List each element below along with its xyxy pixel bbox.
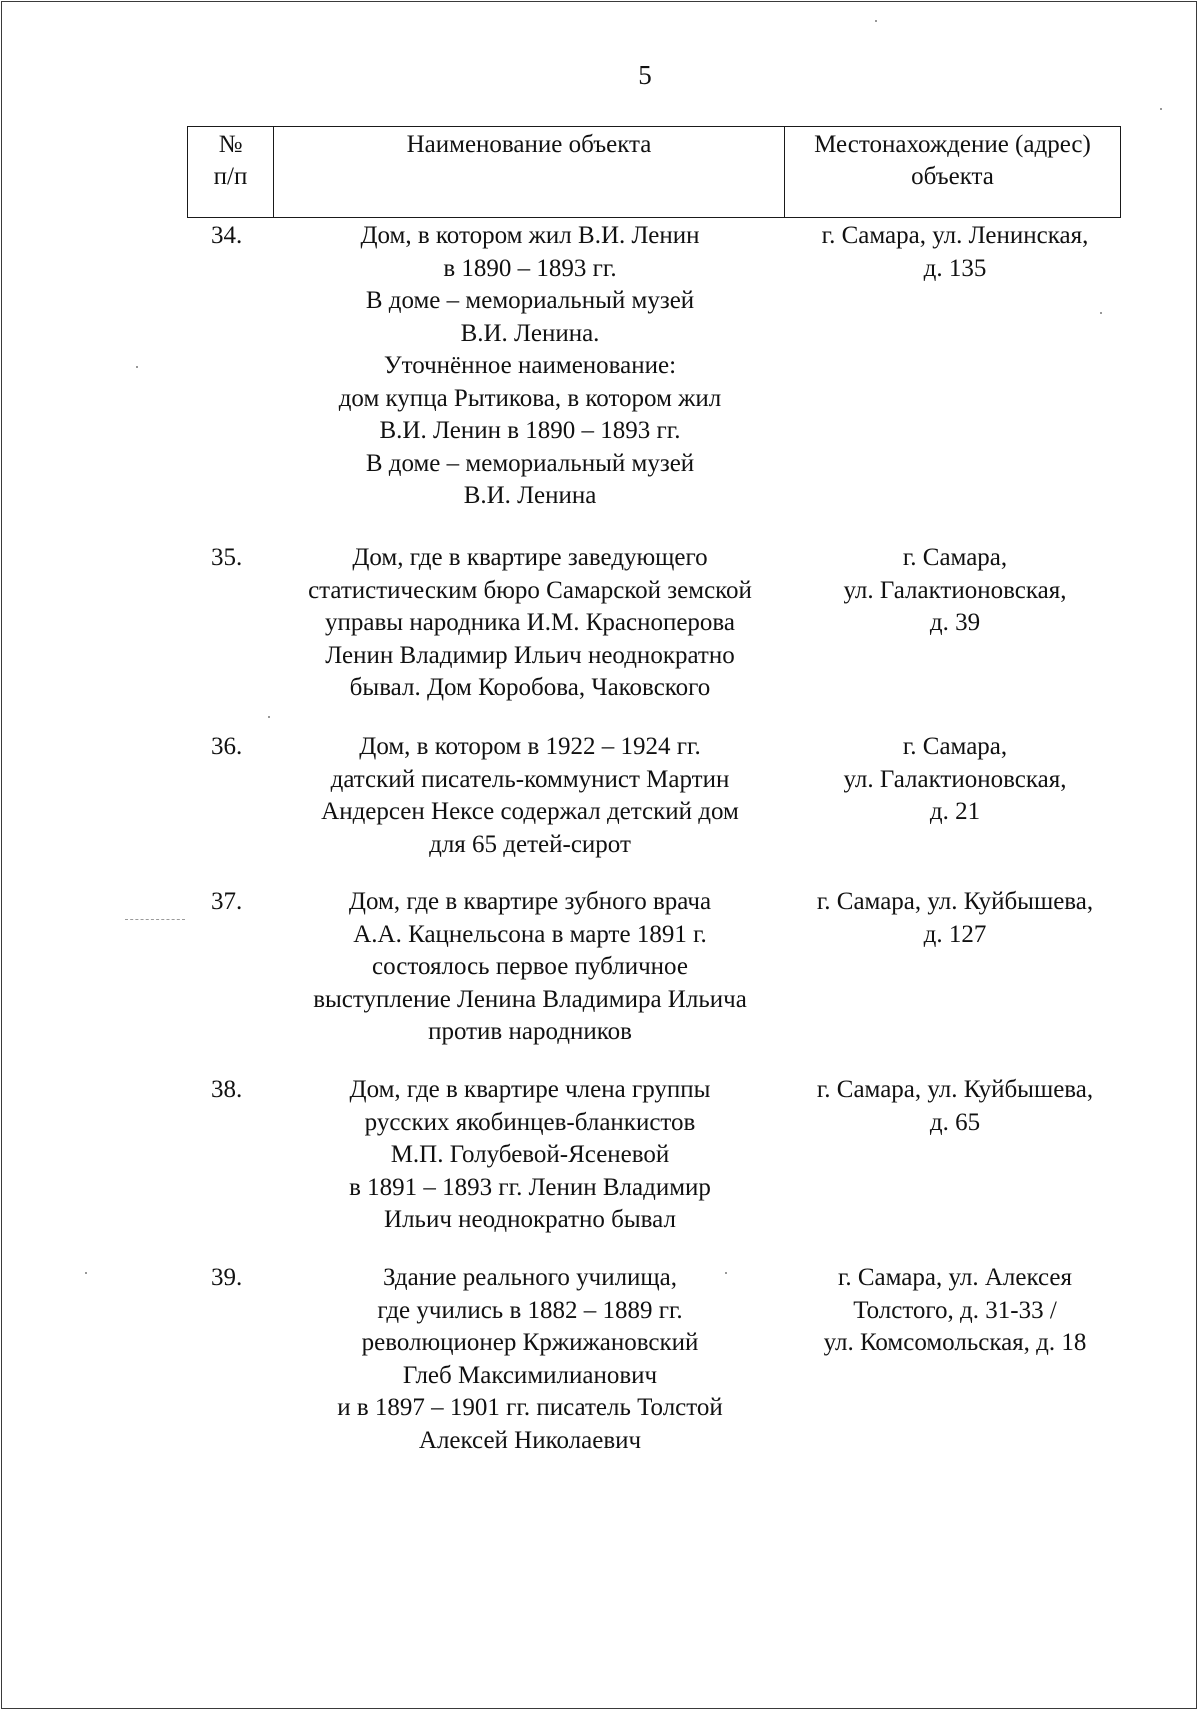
object-address-line: д. 65 xyxy=(929,1108,981,1136)
object-name xyxy=(270,1074,790,1237)
scan-speck xyxy=(1160,108,1162,110)
object-address-line: ул. Комсомольская, д. 18 xyxy=(823,1329,1087,1356)
object-name-line: Ленин Владимир Ильич неоднократно xyxy=(325,641,735,669)
header-name-column xyxy=(274,127,785,217)
object-name-line: статистическим бюро Самарской земской xyxy=(308,576,752,604)
object-address-line: г. Самара, xyxy=(902,733,1008,760)
object-name-line: русских якобинцев-бланкистов xyxy=(364,1108,696,1136)
object-address-line: г. Самара, ул. Куйбышева, xyxy=(816,1076,1094,1103)
object-name-line: управы народника И.М. Красноперова xyxy=(325,609,735,636)
object-address-line: г. Самара, ул. Ленинская, xyxy=(821,222,1089,249)
object-name-line: бывал. Дом Коробова, Чаковского xyxy=(349,674,711,701)
object-address-line: д. 21 xyxy=(929,798,981,825)
row-number: 36. xyxy=(211,733,243,760)
scan-speck xyxy=(725,1272,727,1274)
object-name-line: В.И. Ленин в 1890 – 1893 гг. xyxy=(379,417,681,444)
object-address xyxy=(785,220,1125,285)
row-number: 35. xyxy=(211,544,243,571)
object-name-line: для 65 детей-сирот xyxy=(429,830,631,858)
scan-speck xyxy=(1100,312,1102,314)
object-name-line: В.И. Ленина. xyxy=(460,319,600,347)
object-name-line: В доме – мемориальный музей xyxy=(365,449,695,477)
object-name-line: Ильич неоднократно бывал xyxy=(384,1206,676,1233)
header-name-label: Наименование объекта xyxy=(406,131,652,158)
header-number-abbrev: п/п xyxy=(213,163,248,190)
header-address-column xyxy=(785,127,1120,217)
object-name-line: А.А. Кацнельсона в марте 1891 г. xyxy=(353,920,707,948)
object-name-line: Дом, в котором в 1922 – 1924 гг. xyxy=(359,733,701,760)
scan-artifact-dashes xyxy=(125,919,185,920)
object-address-line: д. 127 xyxy=(923,920,987,948)
row-number: 39. xyxy=(211,1264,243,1291)
object-address xyxy=(785,886,1125,951)
object-name-line: против народников xyxy=(428,1018,632,1045)
object-name-line: дом купца Рытикова, в котором жил xyxy=(338,384,722,412)
object-address xyxy=(785,542,1125,640)
row-number: 38. xyxy=(211,1076,243,1103)
row-number: 37. xyxy=(211,888,243,915)
object-address xyxy=(785,1074,1125,1139)
object-name-line: В.И. Ленина xyxy=(463,482,597,509)
header-address-line2: объекта xyxy=(911,163,994,190)
object-name-line: выступление Ленина Владимира Ильича xyxy=(313,985,747,1013)
object-address-line: ул. Галактионовская, xyxy=(843,765,1067,793)
scan-speck xyxy=(268,716,270,718)
object-name-line: состоялось первое публичное xyxy=(372,953,688,980)
header-address-line1: Местонахождение (адрес) xyxy=(814,131,1091,158)
object-name-line: революционер Кржижановский xyxy=(361,1329,699,1356)
object-name-line: в 1891 – 1893 гг. Ленин Владимир xyxy=(349,1173,711,1201)
object-name-line: Дом, где в квартире зубного врача xyxy=(348,888,712,915)
object-address xyxy=(785,1262,1125,1360)
scan-speck xyxy=(85,1272,87,1274)
object-address xyxy=(785,731,1125,829)
object-name-line: Дом, где в квартире члена группы xyxy=(349,1076,711,1103)
object-address-line: д. 135 xyxy=(923,254,987,282)
object-name xyxy=(270,220,790,513)
object-name-line: где учились в 1882 – 1889 гг. xyxy=(377,1296,683,1324)
row-number: 34. xyxy=(211,222,243,249)
object-name-line: Здание реального училища, xyxy=(382,1264,678,1291)
object-name-line: Дом, в котором жил В.И. Ленин xyxy=(360,222,700,249)
object-name xyxy=(270,542,790,705)
object-name-line: В доме – мемориальный музей xyxy=(365,287,695,314)
object-address-line: г. Самара, ул. Алексея xyxy=(837,1264,1073,1291)
object-name-line: и в 1897 – 1901 гг. писатель Толстой xyxy=(337,1394,723,1421)
object-address-line: г. Самара, xyxy=(902,544,1008,571)
table-header xyxy=(187,126,1121,218)
object-address-line: Толстого, д. 31-33 / xyxy=(853,1296,1057,1324)
object-name-line: М.П. Голубевой-Ясеневой xyxy=(390,1141,670,1168)
object-name xyxy=(270,1262,790,1457)
object-name-line: Уточнённое наименование: xyxy=(383,352,677,379)
object-address-line: ул. Галактионовская, xyxy=(843,576,1067,604)
page-number: 5 xyxy=(638,60,652,90)
object-name-line: Алексей Николаевич xyxy=(418,1426,642,1454)
header-number-symbol: № xyxy=(218,131,243,158)
object-name-line: датский писатель-коммунист Мартин xyxy=(330,765,730,793)
scan-speck xyxy=(875,20,877,22)
object-address-line: д. 39 xyxy=(929,609,981,636)
object-name-line: Дом, где в квартире заведующего xyxy=(352,544,708,571)
header-number-column xyxy=(188,127,274,217)
scan-speck xyxy=(136,366,138,368)
object-name-line: Андерсен Нексе содержал детский дом xyxy=(321,798,739,825)
object-name xyxy=(270,731,790,861)
object-name-line: Глеб Максимилианович xyxy=(402,1361,658,1389)
object-name xyxy=(270,886,790,1049)
object-name-line: в 1890 – 1893 гг. xyxy=(443,254,617,282)
object-address-line: г. Самара, ул. Куйбышева, xyxy=(816,888,1094,915)
